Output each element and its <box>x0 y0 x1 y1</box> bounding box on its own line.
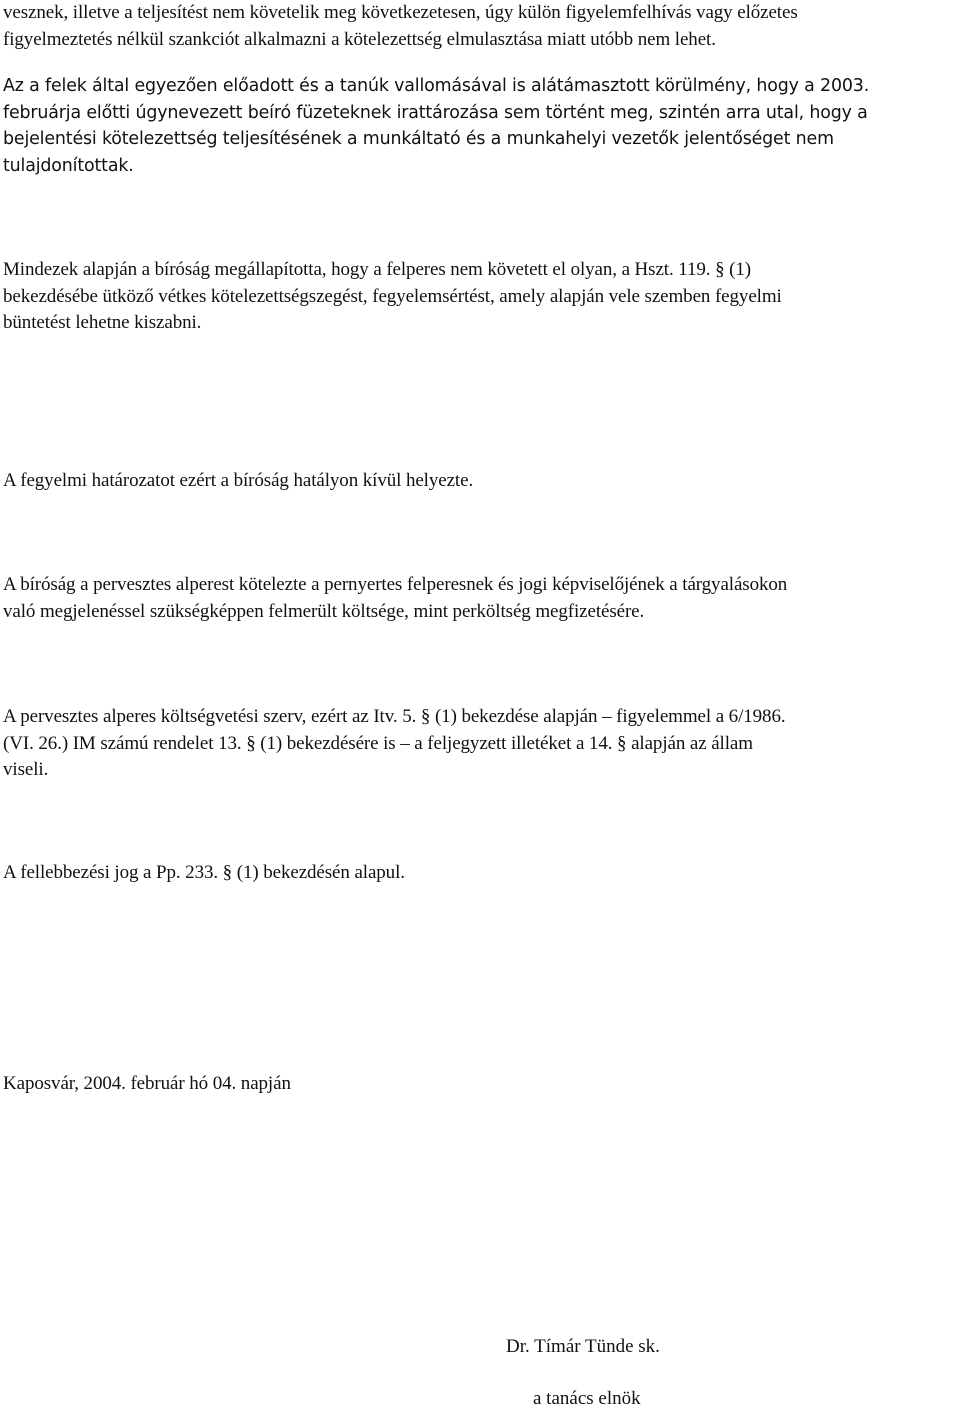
text-line: viseli. <box>3 759 49 780</box>
paragraph-fellebbezes <box>3 860 951 887</box>
text-line: vesznek, illetve a teljesítést nem követelik meg következetesen, úgy külön figyelemfelhívás vagy előzetes <box>3 2 798 23</box>
place-and-date <box>3 1071 951 1098</box>
text-line: tulajdonítottak. <box>3 155 134 176</box>
text-line: A pervesztes alperes költségvetési szerv, ezért az Itv. 5. § (1) bekezdése alapján – figyelemmel a 6/1986. <box>3 706 786 727</box>
signature-role: a tanács elnök <box>533 1388 641 1409</box>
text-line: (VI. 26.) IM számú rendelet 13. § (1) bekezdésére is – a feljegyzett illetéket a 14. § alapján az állam <box>3 732 753 754</box>
text-line: Mindezek alapján a bíróság megállapította, hogy a felperes nem követett el olyan, a Hszt. 119. § (1) <box>3 259 751 280</box>
paragraph-continuation <box>3 0 951 53</box>
signature-name: Dr. Tímár Tünde sk. <box>506 1336 660 1357</box>
paragraph-perkoltseg <box>3 572 951 625</box>
text-line: A fegyelmi határozatot ezért a bíróság hatályon kívül helyezte. <box>3 470 474 491</box>
text-line: A fellebbezési jog a Pp. 233. § (1) bekezdésén alapul. <box>3 862 405 883</box>
text-line: való megjelenéssel szükségképpen felmerült költsége, mint perköltség megfizetésére. <box>3 600 645 622</box>
paragraph-illetek <box>3 704 951 784</box>
text-line: figyelmeztetés nélkül szankciót alkalmazni a kötelezettség elmulasztása miatt utóbb nem lehet. <box>3 28 716 50</box>
text-line: Kaposvár, 2004. február hó 04. napján <box>3 1073 291 1094</box>
paragraph-beiro-fuzetek <box>3 73 951 179</box>
text-line: büntetést lehetne kiszabni. <box>3 312 202 333</box>
text-line: bekezdésébe ütköző vétkes kötelezettségszegést, fegyelemsértést, amely alapján vele szemben fegyelmi <box>3 285 782 307</box>
paragraph-hatalyon-kivul <box>3 468 951 495</box>
text-line: A bíróság a pervesztes alperest kötelezte a pernyertes felperesnek és jogi képviselőjének a tárgyalásokon <box>3 574 788 595</box>
text-line: februárja előtti úgynevezett beíró füzeteknek irattározása sem történt meg, szintén arra utal, hogy a <box>3 102 868 123</box>
paragraph-mindezek <box>3 257 951 337</box>
text-line: Az a felek által egyezően előadott és a tanúk vallomásával is alátámasztott körülmény, hogy a 2003. <box>3 76 870 96</box>
text-line: bejelentési kötelezettség teljesítésének a munkáltató és a munkahelyi vezetők jelentőséget nem <box>3 129 834 149</box>
